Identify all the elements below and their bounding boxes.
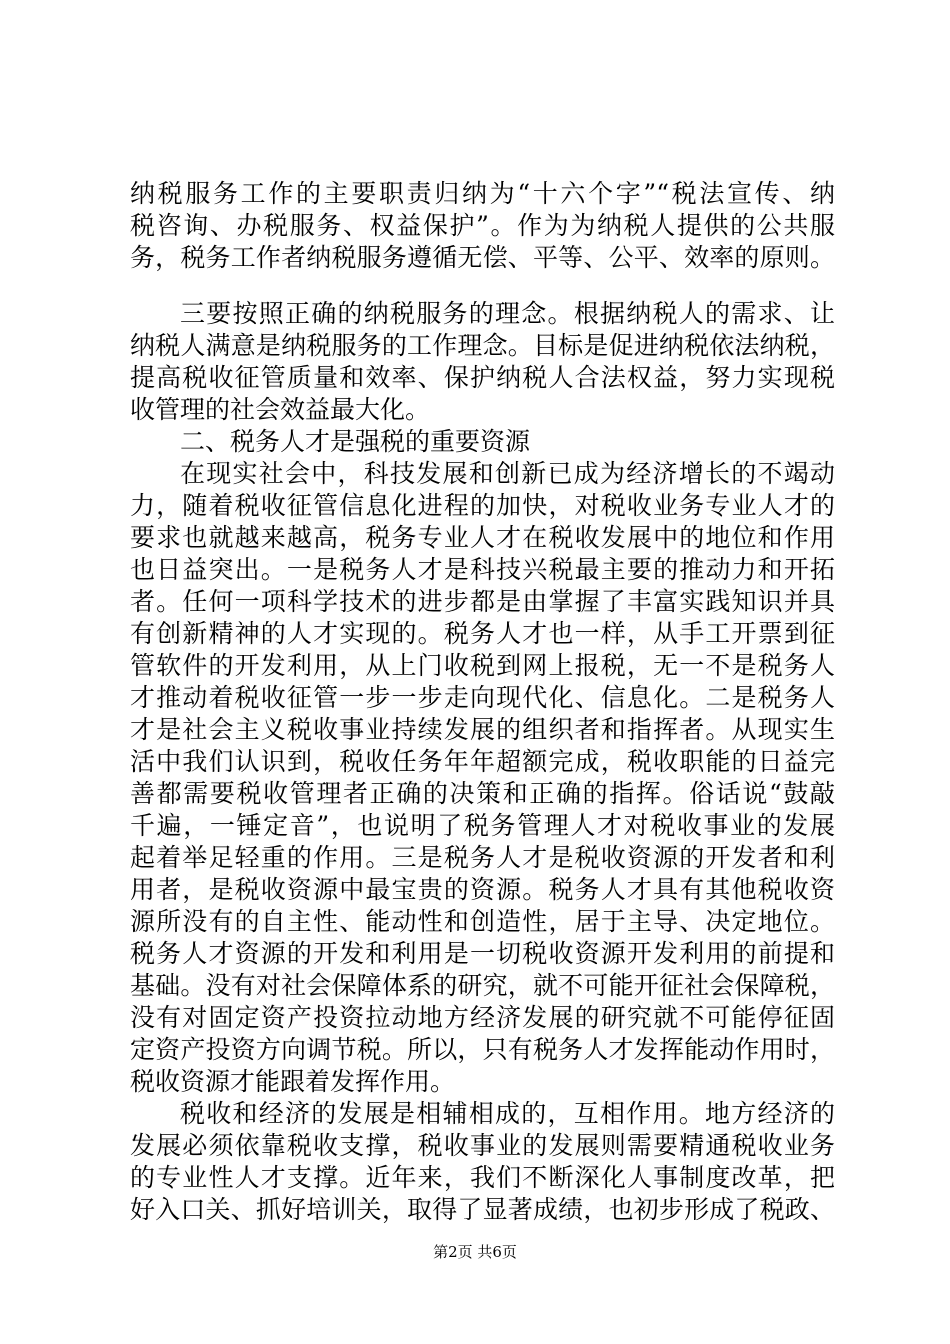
paragraph-line: 善都需要税收管理者正确的决策和正确的指挥。俗话说“鼓敲 bbox=[130, 779, 835, 808]
paragraph-line: 税收和经济的发展是相辅相成的，互相作用。地方经济的 bbox=[180, 1099, 835, 1128]
paragraph-line: 也日益突出。一是税务人才是科技兴税最主要的推动力和开拓 bbox=[130, 555, 835, 584]
paragraph-line: 要求也就越来越高，税务专业人才在税收发展中的地位和作用 bbox=[130, 523, 835, 552]
paragraph-line: 收管理的社会效益最大化。 bbox=[130, 395, 431, 424]
paragraph-line: 管软件的开发利用，从上门收税到网上报税，无一不是税务人 bbox=[130, 651, 835, 680]
paragraph-line: 务，税务工作者纳税服务遵循无偿、平等、公平、效率的原则。 bbox=[130, 243, 835, 272]
paragraph-line: 源所没有的自主性、能动性和创造性，居于主导、决定地位。 bbox=[130, 907, 835, 936]
page-number-footer: 第2页 共6页 bbox=[433, 1243, 517, 1261]
paragraph-line: 税收资源才能跟着发挥作用。 bbox=[130, 1067, 456, 1096]
paragraph-line: 发展必须依靠税收支撑，税收事业的发展则需要精通税收业务 bbox=[130, 1131, 835, 1160]
paragraph-line: 基础。没有对社会保障体系的研究，就不可能开征社会保障税， bbox=[130, 971, 835, 1000]
paragraph-line: 定资产投资方向调节税。所以，只有税务人才发挥能动作用时， bbox=[130, 1035, 835, 1064]
paragraph-line: 的专业性人才支撑。近年来，我们不断深化人事制度改革，把 bbox=[130, 1163, 835, 1192]
paragraph-line: 税咨询、办税服务、权益保护”。作为为纳税人提供的公共服 bbox=[130, 211, 835, 240]
paragraph-line: 起着举足轻重的作用。三是税务人才是税收资源的开发者和利 bbox=[130, 843, 835, 872]
paragraph-line: 才是社会主义税收事业持续发展的组织者和指挥者。从现实生 bbox=[130, 715, 835, 744]
paragraph-line: 有创新精神的人才实现的。税务人才也一样，从手工开票到征 bbox=[130, 619, 835, 648]
paragraph-line: 在现实社会中，科技发展和创新已成为经济增长的不竭动 bbox=[180, 459, 835, 488]
paragraph-line: 用者，是税收资源中最宝贵的资源。税务人才具有其他税收资 bbox=[130, 875, 835, 904]
paragraph-line: 千遍，一锤定音”，也说明了税务管理人才对税收事业的发展 bbox=[130, 811, 835, 840]
paragraph-line: 纳税人满意是纳税服务的工作理念。目标是促进纳税依法纳税， bbox=[130, 331, 835, 360]
paragraph-line: 提高税收征管质量和效率、保护纳税人合法权益，努力实现税 bbox=[130, 363, 835, 392]
paragraph-line: 没有对固定资产投资拉动地方经济发展的研究就不可能停征固 bbox=[130, 1003, 835, 1032]
section-heading: 二、税务人才是强税的重要资源 bbox=[180, 427, 531, 456]
paragraph-line: 者。任何一项科学技术的进步都是由掌握了丰富实践知识并具 bbox=[130, 587, 835, 616]
paragraph-line: 纳税服务工作的主要职责归纳为“十六个字”“税法宣传、纳 bbox=[130, 179, 835, 208]
paragraph-line: 活中我们认识到，税收任务年年超额完成，税收职能的日益完 bbox=[130, 747, 835, 776]
paragraph-line: 税务人才资源的开发和利用是一切税收资源开发利用的前提和 bbox=[130, 939, 835, 968]
paragraph-line: 力，随着税收征管信息化进程的加快，对税收业务专业人才的 bbox=[130, 491, 835, 520]
paragraph-line: 好入口关、抓好培训关，取得了显著成绩，也初步形成了税政、 bbox=[130, 1195, 835, 1224]
paragraph-line: 才推动着税收征管一步一步走向现代化、信息化。二是税务人 bbox=[130, 683, 835, 712]
paragraph-line: 三要按照正确的纳税服务的理念。根据纳税人的需求、让 bbox=[180, 299, 835, 328]
